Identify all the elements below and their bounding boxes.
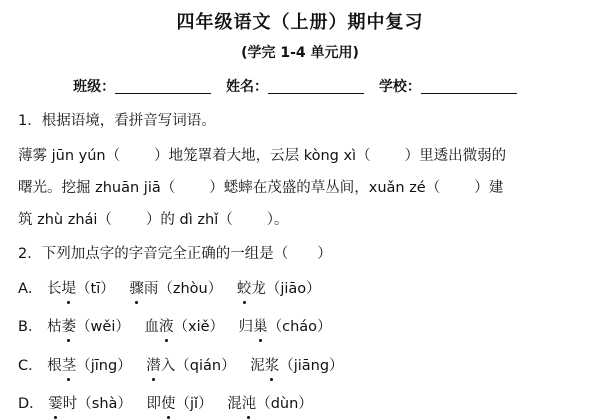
- q1-line1-part-c: ）里透出微弱的: [404, 148, 507, 164]
- dotted-char: 骤: [129, 281, 144, 297]
- char-pre: 泥: [250, 358, 265, 374]
- char-pre: 即: [146, 396, 162, 412]
- class-blank: [115, 79, 211, 94]
- option-item: [239, 317, 332, 337]
- pinyin: （xiě）: [173, 319, 225, 335]
- q1-line3-part-b: ）的 dì zhǐ（: [145, 212, 233, 228]
- pinyin: （jīng）: [76, 358, 132, 374]
- option-item: [237, 279, 321, 299]
- dotted-char: 蛟: [236, 281, 252, 297]
- char-pre: 归: [238, 319, 254, 335]
- page-subtitle: (学完 1-4 单元用): [241, 45, 359, 61]
- pinyin: （wěi）: [76, 319, 130, 335]
- char-post: 时: [62, 396, 78, 412]
- question-1-line-1: [18, 146, 588, 166]
- student-info-row: [0, 76, 600, 96]
- school-label: 学校：: [378, 79, 421, 95]
- dotted-char: 萎: [61, 319, 77, 335]
- pinyin: （shà）: [77, 396, 132, 412]
- option-d: [18, 394, 588, 414]
- dotted-char: 茎: [61, 358, 77, 374]
- option-item: [47, 317, 130, 337]
- pinyin: （jǐ）: [175, 396, 213, 412]
- option-item: [48, 394, 132, 414]
- option-item: [47, 279, 115, 299]
- q1-line1-part-b: ）地笼罩着大地，云层 kòng xì（: [154, 148, 371, 164]
- question-1-prompt: 1．根据语境，看拼音写词语。: [18, 113, 216, 129]
- char-pre: 根: [47, 358, 62, 374]
- char-post: 雨: [143, 281, 159, 297]
- option-c: [18, 356, 588, 376]
- option-item: [129, 279, 222, 299]
- pinyin: （cháo）: [267, 319, 332, 335]
- q1-line2-part-b: ）蟋蟀在茂盛的草丛间，xuǎn zé（: [209, 180, 441, 196]
- q1-line3-part-c: ）。: [266, 212, 289, 228]
- dotted-char: 浆: [264, 358, 280, 374]
- option-letter: A．: [18, 281, 43, 297]
- question-1-line-2: [18, 178, 588, 198]
- q1-line3-part-a: 筑 zhù zhái（: [18, 212, 112, 228]
- pinyin: （dùn）: [256, 396, 313, 412]
- name-blank: [268, 79, 364, 94]
- option-letter: D．: [18, 396, 44, 412]
- pinyin: （jiāng）: [279, 358, 344, 374]
- q1-line2-part-a: 曙光。挖掘 zhuān jiā（: [18, 180, 176, 196]
- pinyin: （jiāo）: [265, 281, 321, 297]
- option-item: [146, 356, 235, 376]
- question-1-line-3: [18, 210, 588, 230]
- q1-line1-part-a: 薄雾 jūn yún（: [18, 148, 121, 164]
- class-label: 班级：: [73, 79, 116, 95]
- char-post: 入: [160, 358, 176, 374]
- option-item: [250, 356, 343, 376]
- pinyin: （qián）: [175, 358, 236, 374]
- option-letter: C．: [18, 358, 43, 374]
- char-post: 龙: [251, 281, 266, 297]
- option-b: [18, 317, 588, 337]
- dotted-char: 使: [161, 396, 176, 412]
- option-letter: B．: [18, 319, 43, 335]
- name-label: 姓名：: [226, 79, 268, 95]
- char-pre: 枯: [47, 319, 62, 335]
- char-pre: 长: [47, 281, 62, 297]
- option-item: [144, 317, 224, 337]
- dotted-char: 液: [158, 319, 174, 335]
- q1-line2-part-c: ）建: [474, 180, 504, 196]
- pinyin: （zhòu）: [158, 281, 223, 297]
- school-blank: [421, 79, 517, 94]
- dotted-char: 巢: [253, 319, 268, 335]
- question-2-prompt: 2．下列加点字的字音完全正确的一组是（ ）: [18, 246, 332, 262]
- char-pre: 混: [227, 396, 242, 412]
- pinyin: （tī）: [76, 281, 115, 297]
- dotted-char: 潜: [146, 358, 161, 374]
- page-title: 四年级语文（上册）期中复习: [176, 12, 424, 33]
- option-item: [227, 394, 313, 414]
- dotted-char: 霎: [48, 396, 63, 412]
- option-a: [18, 279, 588, 299]
- dotted-char: 堤: [61, 281, 77, 297]
- option-item: [47, 356, 131, 376]
- option-item: [147, 394, 213, 414]
- dotted-char: 沌: [241, 396, 257, 412]
- char-pre: 血: [144, 319, 159, 335]
